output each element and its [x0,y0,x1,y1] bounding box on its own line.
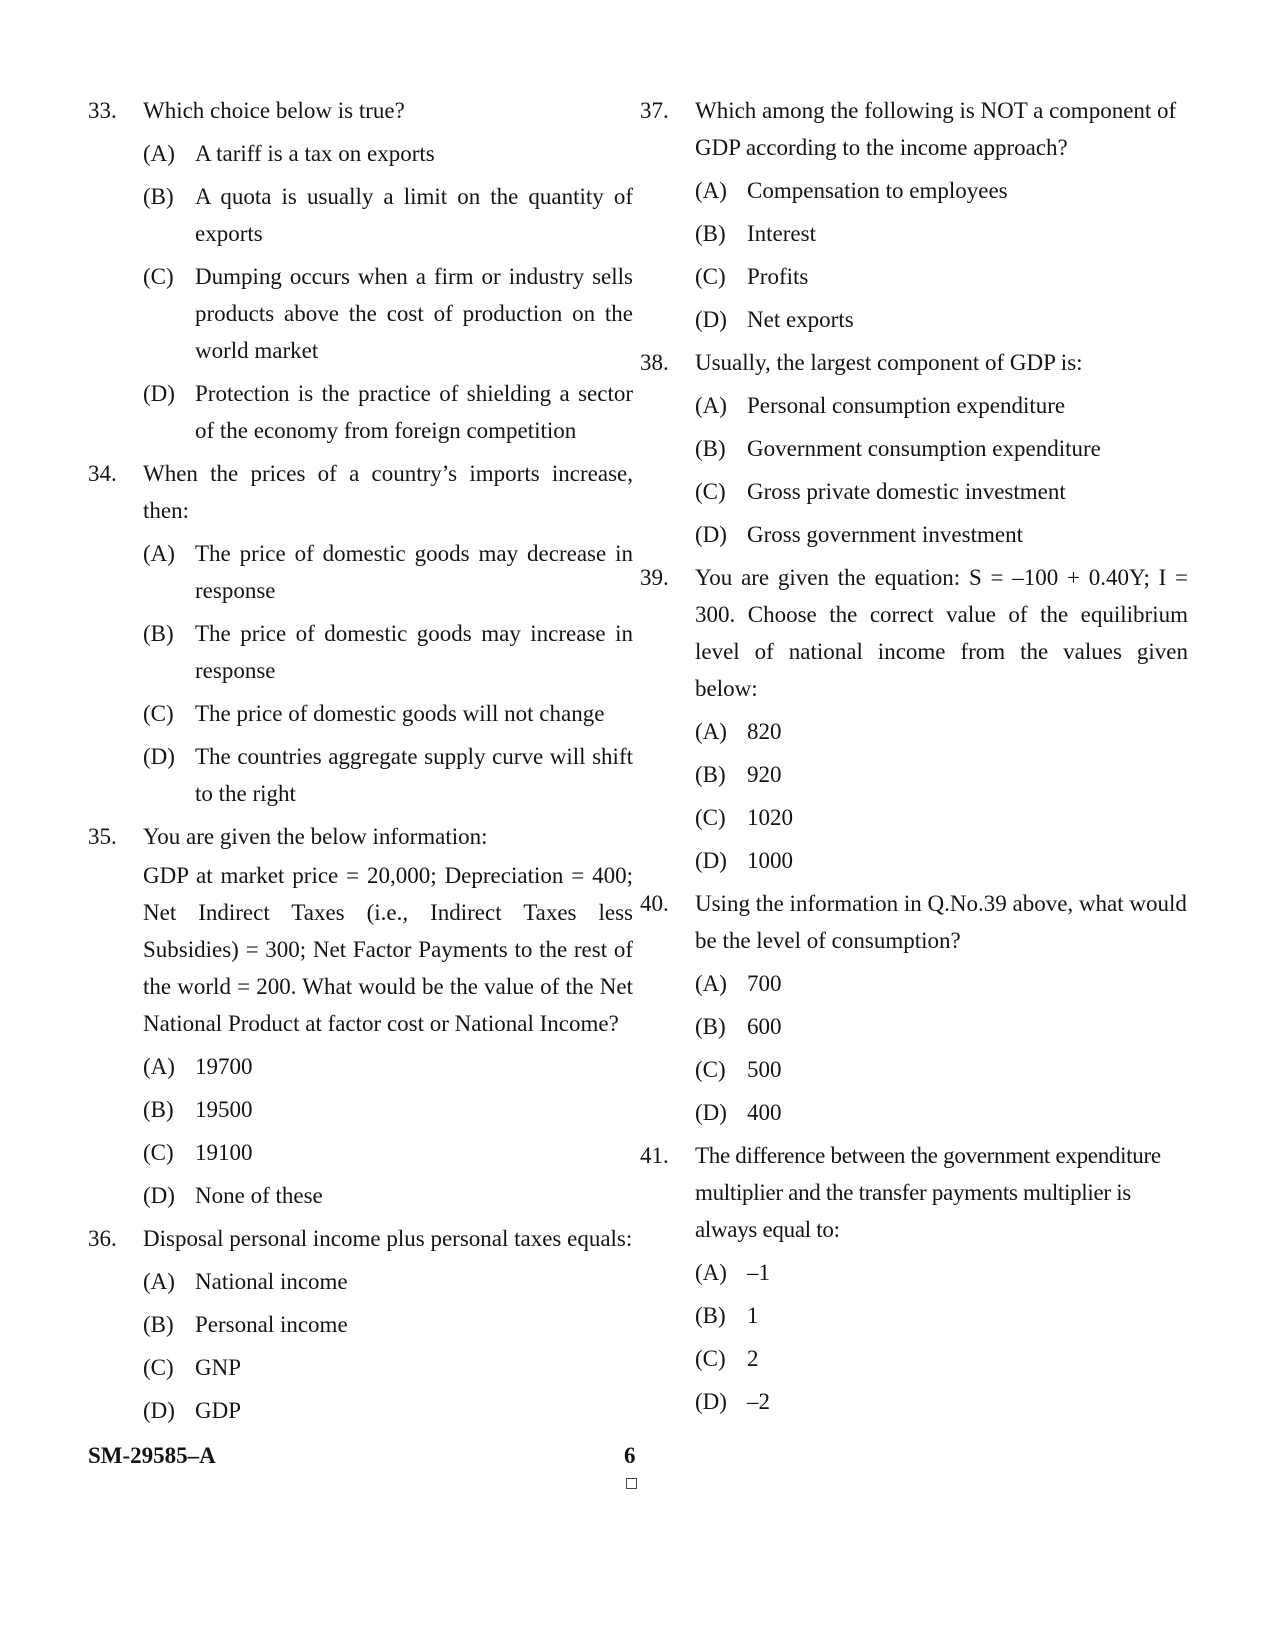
option-label: (C) [695,264,726,289]
question-text: Usually, the largest component of GDP is: [695,350,1083,375]
option-label: (D) [695,1389,727,1414]
option-label: (B) [695,762,726,787]
option-text: The price of domestic goods will not change [195,701,605,726]
option-a[interactable] [695,387,1188,424]
box-mark-icon [626,1478,637,1489]
option-d[interactable] [143,1392,633,1429]
option-b[interactable] [695,215,1188,252]
option-a[interactable] [695,713,1188,750]
option-label: (C) [143,1355,174,1380]
option-d[interactable] [695,516,1188,553]
question-number: 41. [640,1143,669,1168]
question-paragraph: GDP at market price = 20,000; Depreciation = 400; Net Indirect Taxes (i.e., Indirect Taxes less Subsidies) = 300; Net Factor Payments to the rest of the world = 200. What would be the value of the Net National Product at factor cost or National Income? [143,863,633,1036]
question-34 [88,455,633,812]
option-c[interactable] [695,1051,1188,1088]
option-a[interactable] [143,1048,633,1085]
option-text: 820 [747,719,782,744]
option-text: Compensation to employees [747,178,1008,203]
left-column [88,92,633,1435]
options-list [695,172,1188,338]
option-text: 1020 [747,805,793,830]
option-text: GDP [195,1398,242,1423]
option-a[interactable] [143,135,633,172]
option-text: 500 [747,1057,782,1082]
option-text: 1000 [747,848,793,873]
option-text: 19700 [195,1054,253,1079]
options-list [143,135,633,449]
option-label: (B) [143,1097,174,1122]
option-text: 400 [747,1100,782,1125]
option-a[interactable] [695,172,1188,209]
option-text: Protection is the practice of shielding a sector of the economy from foreign competition [195,381,633,443]
option-text: National income [195,1269,348,1294]
option-label: (C) [143,264,174,289]
options-list [695,713,1188,879]
option-text: Interest [747,221,816,246]
option-b[interactable] [143,178,633,252]
question-text: The difference between the government expenditure multiplier and the transfer payments multiplier is always equal to: [695,1143,1161,1242]
option-label: (D) [143,381,175,406]
option-a[interactable] [143,535,633,609]
option-d[interactable] [143,738,633,812]
option-text: Net exports [747,307,854,332]
question-36 [88,1220,633,1429]
option-text: Government consumption expenditure [747,436,1101,461]
option-b[interactable] [695,1008,1188,1045]
option-label: (C) [143,1140,174,1165]
option-label: (D) [695,848,727,873]
option-d[interactable] [695,1383,1188,1420]
question-number: 33. [88,98,117,123]
option-label: (A) [695,971,727,996]
paper-code: SM-29585–A [88,1443,216,1468]
option-label: (D) [143,1398,175,1423]
question-text: You are given the equation: S = –100 + 0.40Y; I = 300. Choose the correct value of the equilibrium level of national income from the values given below: [695,565,1188,701]
options-list [143,1048,633,1214]
option-d[interactable] [695,842,1188,879]
question-text: You are given the below information: [143,824,488,849]
right-column [640,92,1188,1426]
page-number: 6 [624,1443,636,1468]
option-c[interactable] [695,473,1188,510]
option-b[interactable] [695,430,1188,467]
question-41 [640,1137,1188,1420]
option-label: (B) [695,221,726,246]
option-label: (D) [143,1183,175,1208]
question-33 [88,92,633,449]
option-text: Profits [747,264,809,289]
option-text: –1 [747,1260,770,1285]
option-a[interactable] [695,965,1188,1002]
option-label: (A) [143,1269,175,1294]
question-text: Which among the following is NOT a component of GDP according to the income approach? [695,98,1177,160]
question-text: When the prices of a country’s imports increase, then: [143,461,633,523]
option-text: GNP [195,1355,242,1380]
option-label: (A) [143,541,175,566]
options-list [695,387,1188,553]
option-text: The price of domestic goods may decrease in response [195,541,633,603]
option-text: Gross private domestic investment [747,479,1066,504]
option-label: (C) [143,701,174,726]
option-label: (B) [695,1014,726,1039]
option-label: (C) [695,479,726,504]
question-number: 36. [88,1226,117,1251]
options-list [695,965,1188,1131]
option-label: (A) [143,141,175,166]
option-c[interactable] [695,258,1188,295]
option-a[interactable] [143,1263,633,1300]
option-label: (B) [695,1303,726,1328]
option-d[interactable] [695,1094,1188,1131]
option-label: (B) [143,621,174,646]
option-text: 600 [747,1014,782,1039]
option-label: (D) [695,1100,727,1125]
option-label: (B) [695,436,726,461]
option-text: Gross government investment [747,522,1023,547]
option-label: (A) [695,393,727,418]
option-text: The countries aggregate supply curve will shift to the right [195,744,633,806]
options-list [695,1254,1188,1420]
option-text: Personal consumption expenditure [747,393,1066,418]
option-text: 19500 [195,1097,253,1122]
option-b[interactable] [143,615,633,689]
option-text: 19100 [195,1140,253,1165]
question-number: 39. [640,565,669,590]
option-c[interactable] [695,799,1188,836]
options-list [143,535,633,812]
option-text: A tariff is a tax on exports [195,141,435,166]
option-text: 920 [747,762,782,787]
question-number: 40. [640,891,669,916]
option-b[interactable] [695,756,1188,793]
option-b[interactable] [143,1306,633,1343]
question-text: Disposal personal income plus personal taxes equals: [143,1226,633,1251]
options-list [143,1263,633,1429]
option-label: (D) [695,307,727,332]
question-38 [640,344,1188,553]
option-c[interactable] [143,1349,633,1386]
question-39 [640,559,1188,879]
option-label: (B) [143,1312,174,1337]
option-c[interactable] [143,695,633,732]
option-label: (A) [695,178,727,203]
option-d[interactable] [143,375,633,449]
question-40 [640,885,1188,1131]
option-text: 2 [747,1346,759,1371]
question-number: 35. [88,824,117,849]
option-c[interactable] [143,1134,633,1171]
option-label: (A) [143,1054,175,1079]
option-text: A quota is usually a limit on the quantity of exports [195,184,633,246]
question-text: Which choice below is true? [143,98,405,123]
option-a[interactable] [695,1254,1188,1291]
option-label: (A) [695,719,727,744]
option-d[interactable] [143,1177,633,1214]
option-text: Dumping occurs when a firm or industry sells products above the cost of production on the world market [195,264,633,363]
option-b[interactable] [143,1091,633,1128]
option-label: (D) [695,522,727,547]
option-d[interactable] [695,301,1188,338]
option-text: Personal income [195,1312,348,1337]
option-label: (C) [695,805,726,830]
option-c[interactable] [143,258,633,369]
option-text: –2 [747,1389,770,1414]
option-label: (B) [143,184,174,209]
option-label: (C) [695,1057,726,1082]
option-c[interactable] [695,1340,1188,1377]
option-b[interactable] [695,1297,1188,1334]
option-text: The price of domestic goods may increase in response [195,621,633,683]
option-label: (C) [695,1346,726,1371]
option-label: (A) [695,1260,727,1285]
option-label: (D) [143,744,175,769]
question-number: 34. [88,461,117,486]
option-text: None of these [195,1183,323,1208]
question-text: Using the information in Q.No.39 above, what would be the level of consumption? [695,891,1187,953]
option-text: 700 [747,971,782,996]
question-number: 38. [640,350,669,375]
option-text: 1 [747,1303,759,1328]
question-37 [640,92,1188,338]
question-number: 37. [640,98,669,123]
question-35 [88,818,633,1214]
